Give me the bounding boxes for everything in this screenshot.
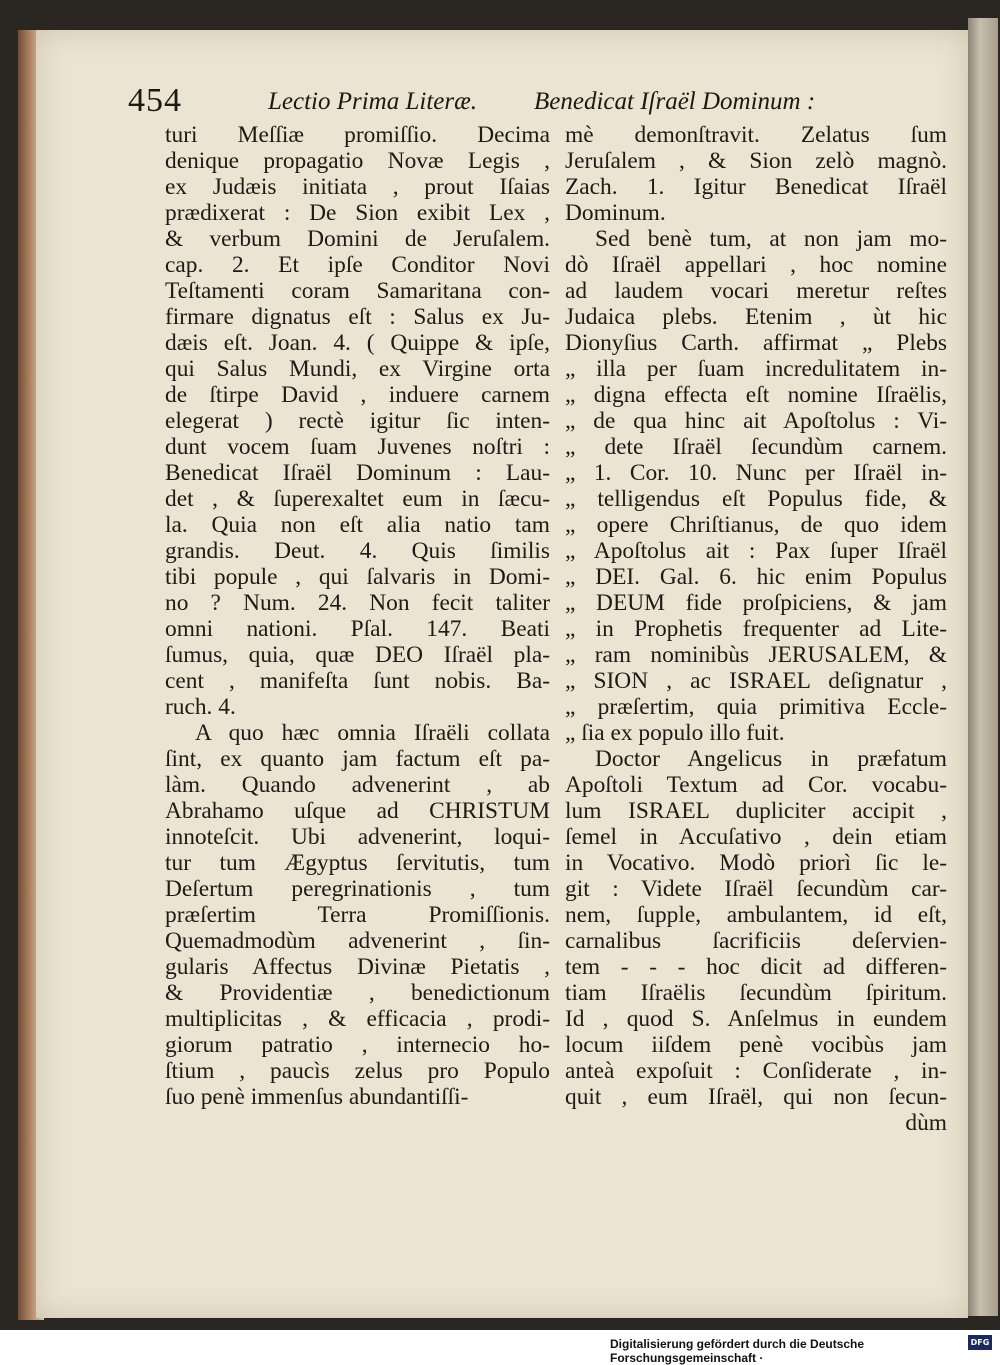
text-line: grandis. Deut. 4. Quis ſimilis <box>165 538 550 564</box>
text-line: omni nationi. Pſal. 147. Beati <box>165 616 550 642</box>
text-line: carnalibus ſacrificiis deſervien- <box>565 928 947 954</box>
text-line: ſuo penè immenſus abundantiſſi- <box>165 1084 469 1110</box>
text-line: ad laudem vocari meretur reſtes <box>565 278 947 304</box>
text-line: „ in Prophetis frequenter ad Lite- <box>565 616 947 642</box>
running-title-left: Lectio Prima Literæ. <box>268 88 478 115</box>
text-line: „ DEI. Gal. 6. hic enim Populus <box>565 564 947 590</box>
text-line: gularis Affectus Divinæ Pietatis , <box>165 954 550 980</box>
text-line: dunt vocem ſuam Juvenes noſtri : <box>165 434 550 460</box>
text-line: la. Quia non eſt alia natio tam <box>165 512 550 538</box>
dfg-logo: DFG <box>968 1335 992 1350</box>
text-line: anteà expoſuit : Conſiderate , in- <box>565 1058 947 1084</box>
text-line: multiplicitas , & efficacia , prodi- <box>165 1006 550 1032</box>
text-line: Benedicat Iſraël Dominum : Lau- <box>165 460 550 486</box>
text-line: ſint, ex quanto jam factum eſt pa- <box>165 746 550 772</box>
text-line: qui Salus Mundi, ex Virgine orta <box>165 356 550 382</box>
text-line: „ DEUM fide proſpiciens, & jam <box>565 590 947 616</box>
text-line: cent , manifeſta ſunt nobis. Ba- <box>165 668 550 694</box>
text-line: „ Apoſtolus ait : Pax ſuper Iſraël <box>565 538 947 564</box>
running-title-right: Benedicat Iſraël Dominum : <box>534 88 816 115</box>
text-line: „ dete Iſraël ſecundùm carnem. <box>565 434 947 460</box>
text-line: „ SION , ac ISRAEL deſignatur , <box>565 668 947 694</box>
text-line: lum ISRAEL dupliciter accipit , <box>565 798 947 824</box>
text-line: tem - - - hoc dicit ad differen- <box>565 954 947 980</box>
text-line: dæis eſt. Joan. 4. ( Quippe & ipſe, <box>165 330 550 356</box>
text-line: in Vocativo. Modò priorì ſic le- <box>565 850 947 876</box>
text-line: denique propagatio Novæ Legis , <box>165 148 550 174</box>
text-line: elegerat ) rectè igitur ſic inten- <box>165 408 550 434</box>
text-line: ſtium , paucìs zelus pro Populo <box>165 1058 550 1084</box>
text-line: Dominum. <box>565 200 666 226</box>
text-line: Id , quod S. Anſelmus in eundem <box>565 1006 947 1032</box>
text-line: Deſertum peregrinationis , tum <box>165 876 550 902</box>
text-line: mè demonſtravit. Zelatus ſum <box>565 122 947 148</box>
text-line: tiam Iſraëlis ſecundùm ſpiritum. <box>565 980 947 1006</box>
text-line: & verbum Domini de Jeruſalem. <box>165 226 550 252</box>
page-header <box>128 82 868 126</box>
left-text-column <box>165 122 550 1110</box>
text-line: innoteſcit. Ubi advenerint, loqui- <box>165 824 550 850</box>
text-line: Jeruſalem , & Sion zelò magnò. <box>565 148 947 174</box>
text-line: Quemadmodùm advenerint , ſin- <box>165 928 550 954</box>
text-line: „ telligendus eſt Populus fide, & <box>565 486 947 512</box>
text-line: prædixerat : De Sion exibit Lex , <box>165 200 550 226</box>
text-line: Abrahamo uſque ad CHRISTUM <box>165 798 550 824</box>
text-line: locum iiſdem penè vocibùs jam <box>565 1032 947 1058</box>
text-line: Teſtamenti coram Samaritana con- <box>165 278 550 304</box>
text-line: làm. Quando advenerint , ab <box>165 772 550 798</box>
text-line: giorum patratio , internecio ho- <box>165 1032 550 1058</box>
text-line: dò Iſraël appellari , hoc nomine <box>565 252 947 278</box>
text-line: ex Judæis initiata , prout Iſaias <box>165 174 550 200</box>
text-line: nem, ſupple, ambulantem, id eſt, <box>565 902 947 928</box>
right-text-column <box>565 122 947 1136</box>
text-line: „ 1. Cor. 10. Nunc per Iſraël in- <box>565 460 947 486</box>
text-line: dùm <box>905 1110 947 1136</box>
text-line: „ illa per ſuam incredulitatem in- <box>565 356 947 382</box>
text-line: Apoſtoli Textum ad Cor. vocabu- <box>565 772 947 798</box>
text-line: „ digna effecta eſt nomine Iſraëlis, <box>565 382 947 408</box>
text-line: præſertim Terra Promiſſionis. <box>165 902 550 928</box>
text-line: no ? Num. 24. Non fecit taliter <box>165 590 550 616</box>
page-edge-right <box>968 18 998 1316</box>
text-line: Dionyſius Carth. affirmat „ Plebs <box>565 330 947 356</box>
text-line: git : Videte Iſraël ſecundùm car- <box>565 876 947 902</box>
text-line: „ præſertim, quia primitiva Eccle- <box>565 694 947 720</box>
text-line: tibi popule , qui ſalvaris in Domi- <box>165 564 550 590</box>
text-line: turi Meſſiæ promiſſio. Decima <box>165 122 550 148</box>
footer-credit: Digitalisierung gefördert durch die Deutsche Forschungsgemeinschaft · <box>610 1337 865 1365</box>
text-line: A quo hæc omnia Iſraëli collata <box>195 720 550 746</box>
text-line: de ſtirpe David , induere carnem <box>165 382 550 408</box>
text-line: cap. 2. Et ipſe Conditor Novi <box>165 252 550 278</box>
text-line: quit , eum Iſraël, qui non ſecun- <box>565 1084 947 1110</box>
text-line: „ de qua hinc ait Apoſtolus : Vi- <box>565 408 947 434</box>
text-line: „ opere Chriſtianus, de quo idem <box>565 512 947 538</box>
text-line: det , & ſuperexaltet eum in ſæcu- <box>165 486 550 512</box>
text-line: & Providentiæ , benedictionum <box>165 980 550 1006</box>
text-line: Sed benè tum, at non jam mo- <box>595 226 947 252</box>
page-number: 454 <box>128 82 182 119</box>
text-line: ſemel in Accuſativo , dein etiam <box>565 824 947 850</box>
text-line: ruch. 4. <box>165 694 236 720</box>
text-line: ſumus, quia, quæ DEO Iſraël pla- <box>165 642 550 668</box>
text-line: Doctor Angelicus in præfatum <box>595 746 947 772</box>
text-line: „ ſia ex populo illo fuit. <box>565 720 785 746</box>
text-line: Zach. 1. Igitur Benedicat Iſraël <box>565 174 947 200</box>
text-line: „ ram nominibùs JERUSALEM, & <box>565 642 947 668</box>
text-line: firmare dignatus eſt : Salus ex Ju- <box>165 304 550 330</box>
text-line: tur tum Ægyptus ſervitutis, tum <box>165 850 550 876</box>
text-line: Judaica plebs. Etenim , ùt hic <box>565 304 947 330</box>
